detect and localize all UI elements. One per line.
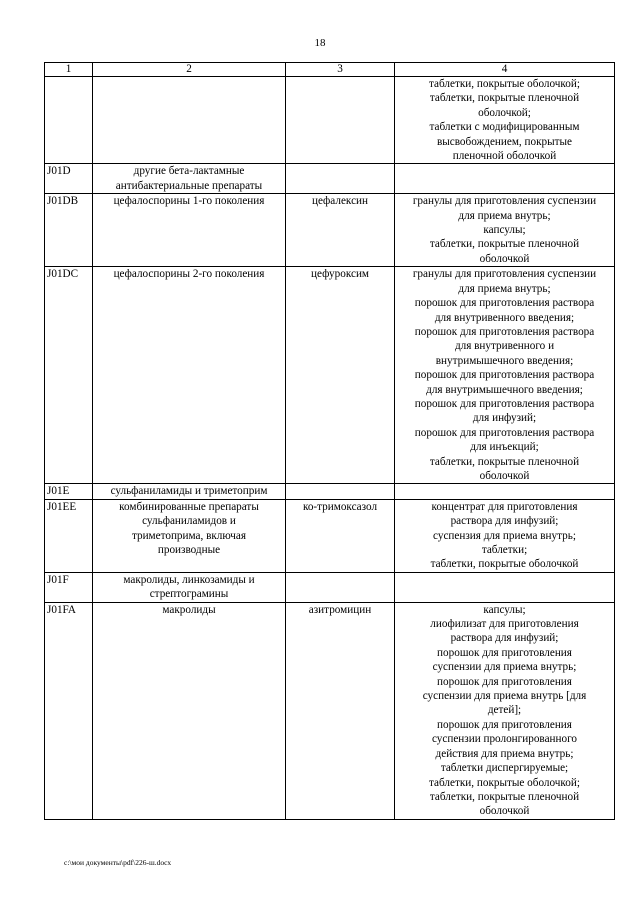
dosage-form-line: гранулы для приготовления суспензии	[412, 268, 597, 281]
dosage-forms-cell	[395, 267, 615, 484]
dosage-form-line: порошок для приготовления	[437, 646, 572, 659]
dosage-form-line: капсулы;	[483, 603, 526, 616]
dosage-form-line: раствора для инфузий;	[450, 632, 559, 645]
drug-name-cell: цефалексин	[286, 194, 395, 267]
dosage-form-line: действия для приема внутрь;	[435, 747, 574, 760]
dosage-form-line: порошок для приготовления раствора	[414, 397, 595, 410]
group-line: стрептограмины	[149, 588, 229, 601]
pharmacological-group-cell	[93, 194, 286, 267]
dosage-form-line: оболочкой	[479, 469, 530, 482]
group-line: сульфаниламидов и	[142, 515, 236, 528]
pharmacological-group-cell	[93, 77, 286, 164]
table-row	[45, 572, 615, 602]
pharmacological-group-cell	[93, 484, 286, 499]
drug-name-cell: цефуроксим	[286, 267, 395, 484]
table-row	[45, 267, 615, 484]
drug-name-cell	[286, 164, 395, 194]
group-line: другие бета-лактамные	[133, 165, 245, 178]
drug-name-cell	[286, 484, 395, 499]
pharmacological-group-cell	[93, 267, 286, 484]
dosage-form-line: суспензии для приема внутрь;	[432, 661, 577, 674]
table-row	[45, 164, 615, 194]
atc-code-cell	[45, 77, 93, 164]
dosage-form-line: порошок для приготовления раствора	[414, 369, 595, 382]
atc-code-cell: J01F	[45, 572, 93, 602]
dosage-form-line: для внутривенного и	[454, 340, 555, 353]
dosage-form-line: пленочной оболочкой	[452, 150, 557, 163]
dosage-form-line: концентрат для приготовления	[431, 500, 578, 513]
dosage-form-line: для инъекций;	[470, 441, 539, 454]
dosage-form-line: таблетки, покрытые оболочкой	[430, 558, 579, 571]
dosage-form-line: суспензии для приема внутрь [для	[422, 690, 587, 703]
dosage-form-line: таблетки, покрытые пленочной	[429, 238, 580, 251]
table-row	[45, 194, 615, 267]
group-line: комбинированные препараты	[119, 500, 259, 513]
dosage-form-line: таблетки диспергируемые;	[440, 762, 569, 775]
dosage-form-line: таблетки, покрытые пленочной	[429, 790, 580, 803]
dosage-form-line: порошок для приготовления раствора	[414, 426, 595, 439]
dosage-form-line: гранулы для приготовления суспензии	[412, 195, 597, 208]
dosage-form-line: внутримышечного введения;	[435, 354, 574, 367]
header-cell-4: 4	[395, 63, 615, 77]
pharmacological-group-cell	[93, 499, 286, 572]
dosage-form-line: таблетки;	[481, 544, 528, 556]
atc-code-cell: J01DC	[45, 267, 93, 484]
group-line: производные	[157, 544, 221, 556]
table-row	[45, 77, 615, 164]
group-line: макролиды, линкозамиды и	[123, 573, 255, 586]
dosage-form-line: высвобождением, покрытые	[436, 135, 573, 148]
table-row	[45, 499, 615, 572]
dosage-forms-cell	[395, 602, 615, 819]
dosage-form-line: порошок для приготовления раствора	[414, 325, 595, 338]
group-line: цефалоспорины 2-го поколения	[113, 268, 265, 281]
group-line: макролиды	[162, 603, 216, 616]
dosage-form-line: порошок для приготовления	[437, 718, 572, 731]
dosage-form-line: детей];	[487, 704, 522, 717]
dosage-form-line: для инфузий;	[472, 412, 537, 425]
dosage-form-line: порошок для приготовления раствора	[414, 297, 595, 310]
dosage-form-line: таблетки, покрытые оболочкой;	[429, 78, 580, 90]
header-cell-1: 1	[45, 63, 93, 77]
dosage-form-line: таблетки, покрытые оболочкой;	[429, 776, 580, 789]
atc-code-cell: J01FA	[45, 602, 93, 819]
dosage-forms-cell	[395, 194, 615, 267]
footer-file-path: c:\мои документы\pdf\226-ш.docx	[64, 858, 172, 867]
dosage-form-line: оболочкой	[479, 805, 530, 818]
dosage-form-line: таблетки, покрытые пленочной	[429, 92, 580, 105]
dosage-forms-cell	[395, 499, 615, 572]
dosage-forms-cell	[395, 77, 615, 164]
dosage-form-line: таблетки с модифицированным	[429, 121, 580, 134]
dosage-form-line: оболочкой;	[478, 106, 531, 119]
atc-code-cell: J01EE	[45, 499, 93, 572]
dosage-form-line: раствора для инфузий;	[450, 515, 559, 528]
drug-table	[44, 62, 615, 820]
table-header-row	[45, 63, 615, 77]
atc-code-cell: J01D	[45, 164, 93, 194]
header-cell-2: 2	[93, 63, 286, 77]
table-row	[45, 484, 615, 499]
dosage-form-line: таблетки, покрытые пленочной	[429, 455, 580, 468]
group-line: цефалоспорины 1-го поколения	[113, 195, 265, 208]
group-line: антибактериальные препараты	[115, 179, 263, 192]
dosage-form-line: для приема внутрь;	[458, 209, 551, 222]
drug-name-cell	[286, 572, 395, 602]
header-cell-3: 3	[286, 63, 395, 77]
pharmacological-group-cell	[93, 572, 286, 602]
pharmacological-group-cell	[93, 164, 286, 194]
dosage-form-line: оболочкой	[479, 252, 530, 265]
dosage-form-line: суспензия для приема внутрь;	[433, 529, 576, 542]
dosage-form-line: для приема внутрь;	[458, 282, 551, 295]
atc-code-cell: J01DB	[45, 194, 93, 267]
drug-name-cell: азитромицин	[286, 602, 395, 819]
dosage-form-line: лиофилизат для приготовления	[430, 618, 579, 631]
group-line: сульфаниламиды и триметоприм	[110, 485, 268, 498]
dosage-form-line: капсулы;	[483, 224, 526, 237]
table-row	[45, 602, 615, 819]
group-line: триметоприма, включая	[131, 529, 247, 542]
page-number: 18	[314, 37, 326, 49]
dosage-form-line: порошок для приготовления	[437, 675, 572, 688]
dosage-forms-cell	[395, 484, 615, 499]
drug-name-cell	[286, 77, 395, 164]
dosage-forms-cell	[395, 164, 615, 194]
dosage-form-line: суспензии пролонгированного	[431, 733, 578, 746]
dosage-form-line: для внутримышечного введения;	[426, 383, 583, 396]
dosage-forms-cell	[395, 572, 615, 602]
drug-name-cell: ко-тримоксазол	[286, 499, 395, 572]
atc-code-cell: J01E	[45, 484, 93, 499]
dosage-form-line: для внутривенного введения;	[434, 311, 575, 324]
pharmacological-group-cell	[93, 602, 286, 819]
